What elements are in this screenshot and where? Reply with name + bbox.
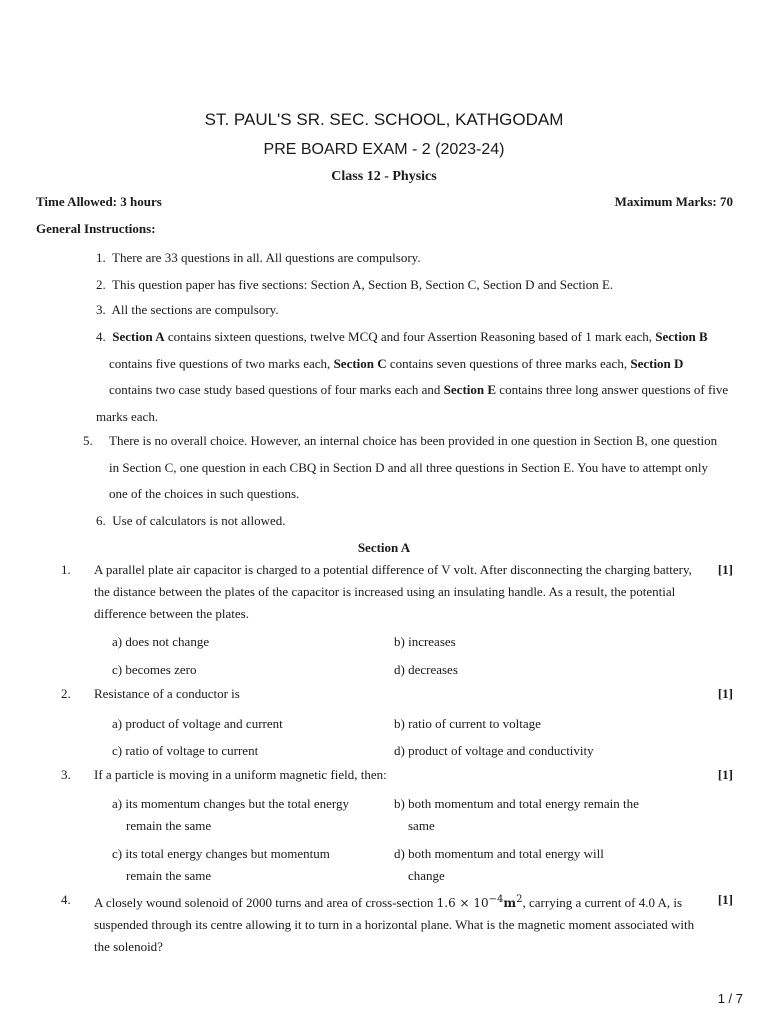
question-number: 4. xyxy=(61,892,71,907)
math-expression xyxy=(437,896,523,910)
instruction-text: contains five questions of two marks each, xyxy=(109,355,334,371)
option-c: c) becomes zero xyxy=(112,662,197,677)
option-c: c) ratio of voltage to current xyxy=(112,743,259,758)
instruction-text: There is no overall choice. However, an internal choice has been provided in one question in Section B, one question in Section C, one question in each CBQ in Section D and all three questions in Section E. You have to attempt only one of the choices in such questions. xyxy=(109,433,718,501)
instruction-5 xyxy=(83,428,729,508)
section-d-label: Section D xyxy=(630,355,684,371)
question-marks: [1] xyxy=(717,686,733,701)
page-number: 1 / 7 xyxy=(717,991,743,1006)
instruction-4 xyxy=(96,324,736,430)
school-name: ST. PAUL'S SR. SEC. SCHOOL, KATHGODAM xyxy=(204,110,564,129)
option-line: change xyxy=(408,868,445,883)
instruction-number: 1. xyxy=(96,250,106,265)
math-base: 1.6 × 10 xyxy=(436,896,489,910)
option-b xyxy=(394,793,694,837)
maximum-marks: Maximum Marks: 70 xyxy=(614,194,733,209)
class-subject: Class 12 - Physics xyxy=(331,169,437,184)
option-a: a) does not change xyxy=(112,634,210,649)
math-unit-exponent: 2 xyxy=(516,894,523,905)
question-text-part: A closely wound solenoid of 2000 turns and area of cross-section xyxy=(94,895,437,910)
option-line: same xyxy=(408,818,435,833)
question-marks: [1] xyxy=(717,767,733,782)
option-line: remain the same xyxy=(126,868,212,883)
option-a: a) product of voltage and current xyxy=(112,716,283,731)
option-line: d) both momentum and total energy will xyxy=(394,846,604,861)
option-line: c) its total energy changes but momentum xyxy=(112,846,330,861)
instruction-number: 6. xyxy=(96,513,106,528)
instruction-number: 4. xyxy=(96,329,106,344)
instruction-text: contains two case study based questions of four marks each and xyxy=(109,382,444,397)
instruction-text: contains sixteen questions, twelve MCQ and four Assertion Reasoning based of 1 mark each, xyxy=(164,329,656,344)
option-line: b) both momentum and total energy remain the xyxy=(394,796,639,811)
option-c xyxy=(112,843,382,887)
question-text: Resistance of a conductor is xyxy=(94,686,240,701)
option-a xyxy=(112,793,382,837)
question-marks: [1] xyxy=(717,562,733,577)
instruction-number: 2. xyxy=(96,277,106,292)
section-heading: Section A xyxy=(357,540,411,555)
math-unit: m xyxy=(503,896,517,910)
instruction-text: This question paper has five sections: Section A, Section B, Section C, Section D and Section E. xyxy=(112,277,614,292)
instruction-text: Use of calculators is not allowed. xyxy=(112,513,286,528)
section-e-label: Section E xyxy=(443,382,497,397)
question-text-part: , carrying a current of 4.0 A, is suspended through its centre allowing it to turn in a horizontal plane. What is the magnetic moment associated with the solenoid? xyxy=(94,895,695,954)
instruction-text: There are 33 questions in all. All questions are compulsory. xyxy=(112,250,421,265)
option-b: b) increases xyxy=(394,634,456,649)
question-number: 1. xyxy=(61,562,71,577)
section-a-label: Section A xyxy=(112,329,165,344)
question-number: 3. xyxy=(61,767,71,782)
option-b: b) ratio of current to voltage xyxy=(394,716,541,731)
option-line: remain the same xyxy=(126,818,212,833)
question-text: A parallel plate air capacitor is charged to a potential difference of V volt. After disconnecting the charging battery, the distance between the plates of the capacitor is increased using an insulating handle. As a result, the potential difference between the plates. xyxy=(94,562,692,621)
instruction-text: contains seven questions of three marks each, xyxy=(386,355,631,371)
option-d: d) product of voltage and conductivity xyxy=(394,743,594,758)
instruction-3 xyxy=(96,297,736,324)
option-line: a) its momentum changes but the total energy xyxy=(112,796,349,811)
question-marks: [1] xyxy=(717,892,733,907)
instruction-2 xyxy=(96,272,736,299)
math-exponent: −4 xyxy=(488,894,504,905)
section-c-label: Section C xyxy=(333,355,387,371)
instruction-text: All the sections are compulsory. xyxy=(111,302,279,317)
instruction-6 xyxy=(96,508,736,535)
option-d xyxy=(394,843,694,887)
section-b-label: Section B xyxy=(655,329,708,344)
time-allowed: Time Allowed: 3 hours xyxy=(36,194,162,209)
instruction-text: contains three long answer questions of five marks each. xyxy=(96,382,729,424)
exam-title: PRE BOARD EXAM - 2 (2023-24) xyxy=(263,141,505,158)
question-number: 2. xyxy=(61,686,71,701)
question-text: If a particle is moving in a uniform magnetic field, then: xyxy=(94,767,387,782)
question-text xyxy=(94,889,702,958)
instruction-number: 5. xyxy=(83,433,93,448)
instructions-heading: General Instructions: xyxy=(36,221,156,236)
instruction-number: 3. xyxy=(96,302,106,317)
option-d: d) decreases xyxy=(394,662,458,677)
instruction-1 xyxy=(96,245,736,272)
